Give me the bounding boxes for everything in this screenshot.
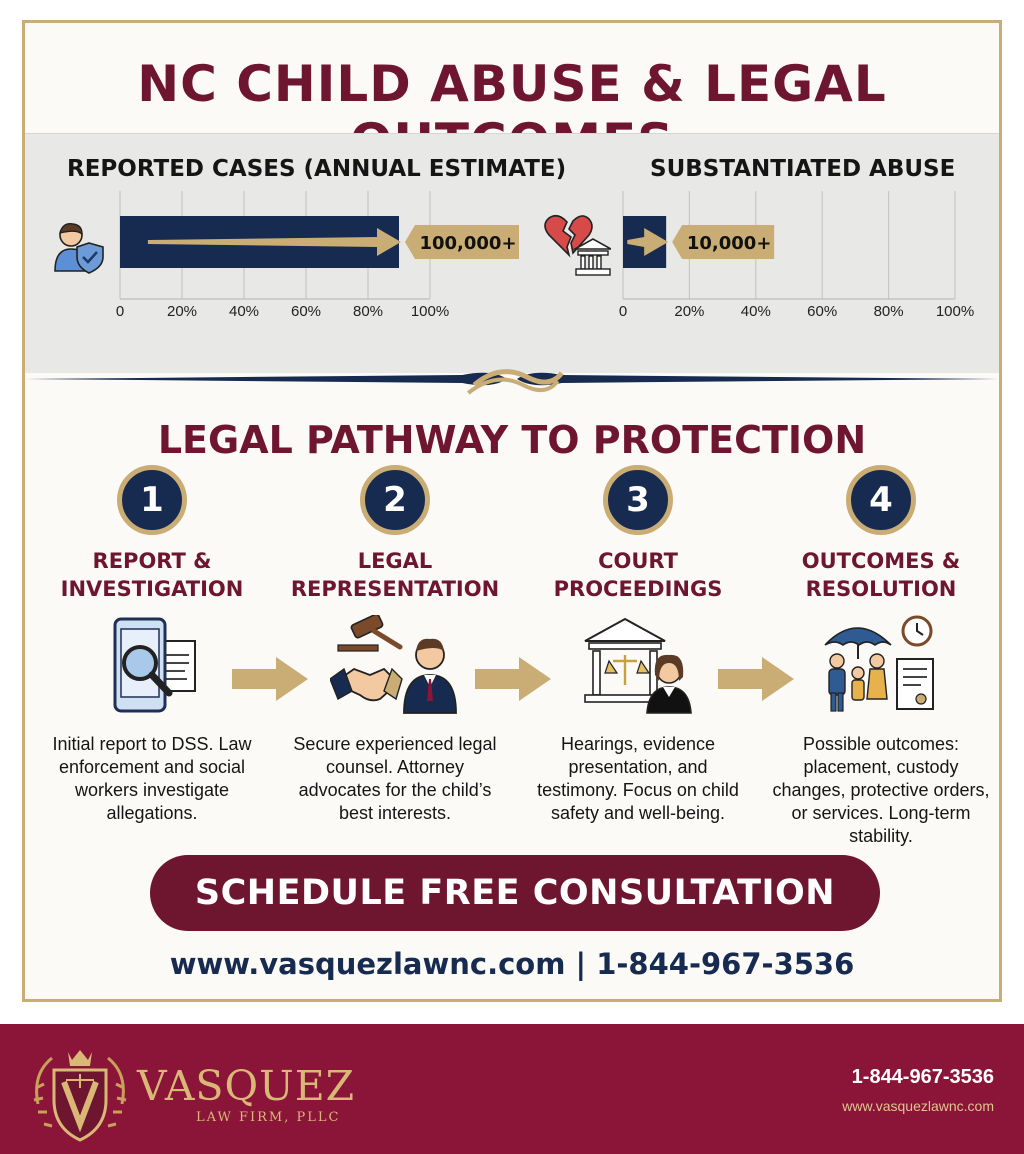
courthouse-judge-icon [583, 615, 693, 715]
footer-url-link[interactable]: www.vasquezlawnc.com [842, 1098, 994, 1114]
step-title-line2: PROCEEDINGS [553, 577, 723, 601]
chart-substantiated-abuse [25, 23, 1005, 353]
step-arrow-icon [232, 657, 308, 701]
step-arrow-icon [475, 657, 551, 701]
step-description: Initial report to DSS. Law enforcement and social workers investigate allegations. [52, 734, 252, 823]
step-description: Secure experienced legal counsel. Attorney advocates for the child’s best interests. [293, 734, 497, 823]
step-number-badge: 2 [360, 465, 430, 535]
step-description: Possible outcomes: placement, custody changes, protective orders, or services. Long-term stability. [772, 734, 990, 846]
tick-label: 100% [410, 303, 450, 320]
child-shield-icon [51, 219, 107, 275]
pathway-step-1 [27, 465, 277, 825]
infographic-frame [22, 20, 1002, 1002]
phone-magnifier-icon [97, 615, 207, 715]
step-title [270, 547, 520, 607]
data-label: 100,000+ [419, 233, 517, 254]
footer-phone-link[interactable]: 1-844-967-3536 [851, 1066, 994, 1088]
law-firm-emblem-icon [28, 1044, 132, 1148]
brand-name: VASQUEZ [137, 1062, 356, 1110]
page-title: NC CHILD ABUSE & LEGAL [137, 55, 887, 113]
footer [0, 1024, 1024, 1154]
step-number-badge: 4 [846, 465, 916, 535]
step-title-line1: OUTCOMES & [801, 549, 961, 573]
step-title [27, 547, 277, 607]
tick-label: 60% [807, 303, 838, 320]
tick-label: 20% [674, 303, 705, 320]
pathway-step-3 [513, 465, 763, 825]
pathway-title: LEGAL PATHWAY TO PROTECTION [157, 418, 867, 462]
step-title-line1: LEGAL [357, 549, 433, 573]
step-arrow-icon [718, 657, 794, 701]
tick-label: 80% [352, 303, 384, 320]
step-title [756, 547, 1006, 607]
wave-divider [25, 359, 999, 399]
tick-label: 0 [618, 303, 628, 320]
step-number-badge: 3 [603, 465, 673, 535]
contact-line[interactable]: www.vasquezlawnc.com | 1-844-967-3536 [169, 947, 855, 981]
step-title-line1: COURT [598, 549, 678, 573]
tick-label: 80% [873, 303, 904, 320]
chart-title-substantiated: SUBSTANTIATED ABUSE [650, 156, 956, 182]
schedule-consultation-button[interactable]: SCHEDULE FREE CONSULTATION [150, 855, 880, 931]
chart-title-reported: REPORTED CASES (ANNUAL ESTIMATE) [67, 156, 567, 182]
step-number-badge: 1 [117, 465, 187, 535]
step-title-line1: REPORT & [92, 549, 212, 573]
tick-label: 0 [115, 303, 125, 320]
tick-label: 40% [228, 303, 260, 320]
brand-subtitle: LAW FIRM, PLLC [196, 1110, 341, 1125]
step-title [513, 547, 763, 607]
step-description: Hearings, evidence presentation, and testimony. Focus on child safety and well-being. [537, 734, 739, 823]
tick-label: 40% [740, 303, 771, 320]
step-title-line2: INVESTIGATION [60, 577, 244, 601]
pathway-step-2 [270, 465, 520, 825]
broken-heart-courthouse-icon [541, 213, 611, 277]
step-title-line2: REPRESENTATION [290, 577, 500, 601]
gavel-handshake-attorney-icon [330, 615, 460, 715]
family-umbrella-icon [821, 615, 941, 715]
tick-label: 100% [935, 303, 975, 320]
step-title-line2: RESOLUTION [805, 577, 957, 601]
data-label: 10,000+ [686, 233, 772, 254]
tick-label: 60% [290, 303, 322, 320]
tick-label: 20% [166, 303, 198, 320]
